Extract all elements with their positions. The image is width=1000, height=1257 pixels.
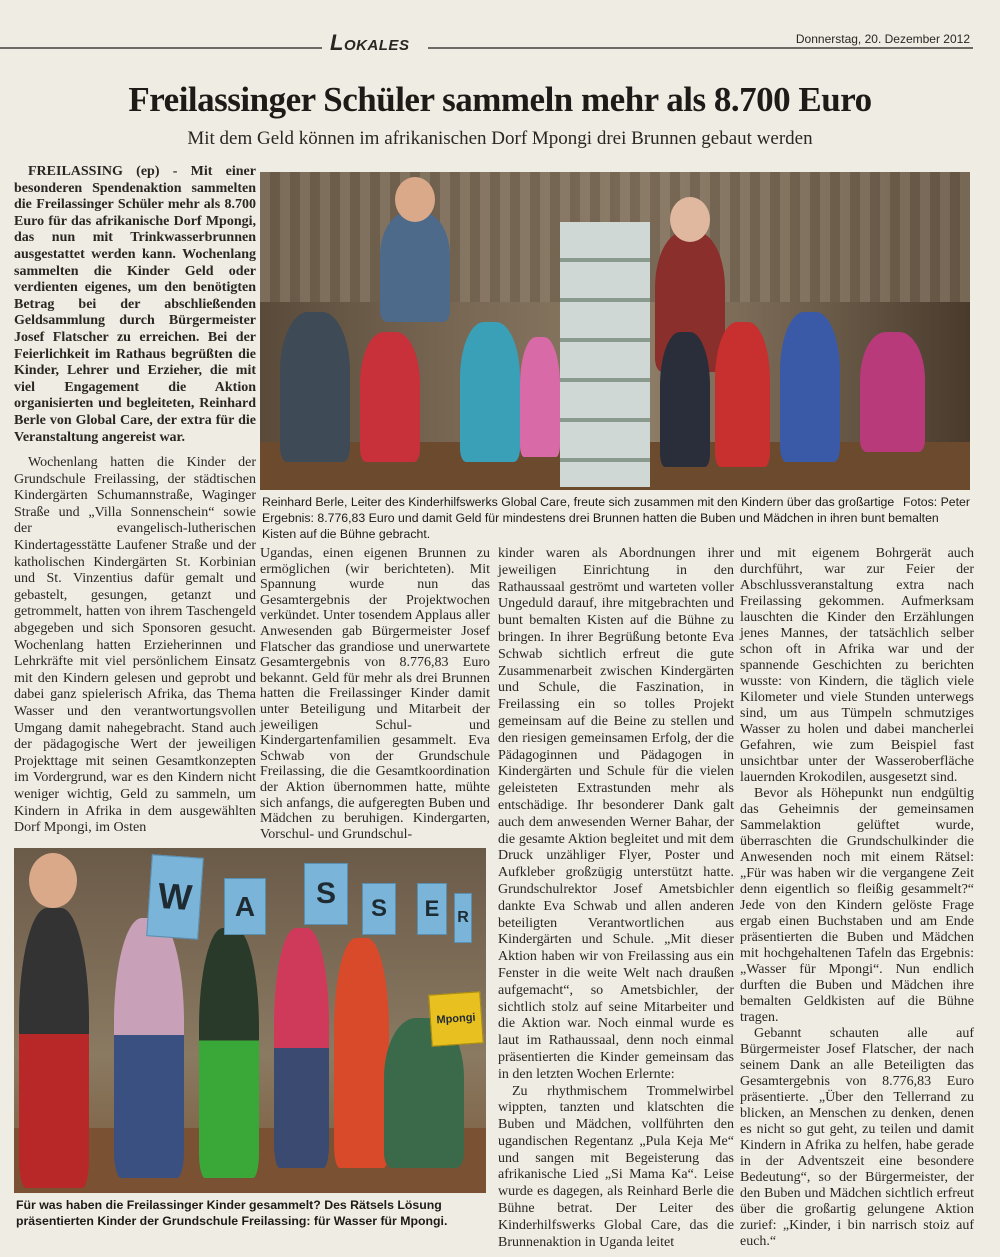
child	[199, 928, 259, 1178]
photo-children-with-money-boxes	[260, 172, 970, 490]
letter-card: E	[417, 883, 447, 935]
letter-card: S	[304, 863, 348, 925]
paragraph: Ugandas, einen eigenen Brunnen zu ermöglichen (wir berichteten). Mit Spannung wurde nun das Gesamtergebnis der Projektwochen verkündet. Unter tosendem Applaus aller Anwesenden gab Bürgermeister Josef Flatscher das grandiose und unerwartete Gesamtergebnis von 8.776,83 Euro bekannt. Geld für mehr als drei Brunnen hatten die Freilassinger Kinder damit unter Beteiligung und Mitarbeit der jeweiligen Schul- und Kindergartenfamilien gesammelt. Eva Schwab von der Grundschule Freilassing, die die Gesamtkoordination der Aktion übernommen hatte, mühte sich anfangs, die aufgeregten Buben und Mädchen zu beruhigen. Kindergarten, Vorschul- und Grundschul-	[260, 546, 490, 842]
person-head	[395, 177, 435, 222]
person-head	[670, 197, 710, 242]
photo-wasser-cards	[14, 848, 486, 1193]
child	[360, 332, 420, 462]
letter-card: W	[146, 854, 204, 939]
child	[334, 938, 389, 1168]
paragraph: Bevor als Höhepunkt nun endgültig das Geheimnis der gemeinsamen Sammelaktion gelüftet wurde, überraschten die Grundschulkinder die Anwesenden noch mit einem Rätsel: „Für was haben wir die vergangene Zeit denn eigentlich so fleißig gesammelt?“ Jede von den Kindern gelöste Frage ergab einen Buchstaben und am Ende präsentierten die Buben und Mädchen mit hochgehaltenen Tafeln das Ergebnis: „Wasser für Mpongi“. Nun endlich durften die Buben und Mädchen ihre bemalten Geldkisten auf die Bühne tragen.	[740, 786, 974, 1025]
section-label: Lokales	[330, 30, 410, 55]
mpongi-sign: Mpongi	[428, 991, 484, 1047]
header-rule-left	[0, 47, 322, 49]
child	[280, 312, 350, 462]
child	[19, 908, 89, 1188]
photo2-caption: Für was haben die Freilassinger Kinder gesammelt? Des Rätsels Lösung präsentierten Kinder der Grundschule Freilassing: für Wasser für Mpongi.	[16, 1198, 448, 1228]
person	[380, 212, 450, 322]
child	[860, 332, 925, 452]
column-2-body	[260, 546, 490, 842]
stacked-money-boxes	[560, 222, 650, 487]
issue-date: Donnerstag, 20. Dezember 2012	[795, 32, 970, 46]
column-1-body	[14, 164, 256, 837]
headline: Freilassinger Schüler sammeln mehr als 8.700 Euro	[128, 80, 872, 119]
child	[460, 322, 520, 462]
column-4-body	[740, 546, 974, 1250]
lead-text: FREILASSING (ep) - Mit einer besonderen Spendenaktion sammelten die Freilassinger Schüler mehr als 8.700 Euro für das afrikanische Dorf Mpongi, das nun mit Trinkwasserbrunnen ausgestattet werden kann. Wochenlang sammelten die Kinder Geld oder verdienten eigenes, um den benötigten Betrag bei der abschließenden Geldsammlung durch Bürgermeister Josef Flatscher zu erreichen. Bei der Feierlichkeit im Rathaus begrüßten die Kinder, Lehrer und Erzieher, die mit viel Engagement die Aktion organisierten und begleiteten, Reinhard Berle von Global Care, der extra für die Veranstaltung angereist war.	[14, 164, 256, 445]
child-head	[29, 853, 77, 908]
child	[114, 918, 184, 1178]
child	[715, 322, 770, 467]
subheadline: Mit dem Geld können im afrikanischen Dorf Mpongi drei Brunnen gebaut werden	[187, 128, 813, 149]
photo1-caption	[262, 494, 970, 542]
paragraph: Wochenlang hatten die Kinder der Grundschule Freilassing, der städtischen Kindergärten Schumannstraße, Waginger Straße und „Villa Sonnenschein“ sowie der evangelisch-lutherischen Kindertagesstätte Laufener Straße und der katholischen Kindergärten St. Korbinian und St. Vinzentius dafür gemalt und gebastelt, gesungen, getanzt und getrommelt, hatten von ihrem Taschengeld abgegeben und sich Sponsoren gesucht. Wochenlang hatten Erzieherinnen und Lehrkräfte mit viel persönlichem Einsatz mit den Kindern gelesen und geprobt und dabei ganz spielerisch Afrika, das Thema Wasser und den verantwortungsvollen Umgang damit nahegebracht. Stand auch der pädagogische Wert der jeweiligen Projekttage mit seinen Gesamtkonzepten im Vordergrund, war es den Kindern nicht weniger wichtig, Geld zu sammeln, um Kindern in Afrika in dem ausgewählten Dorf Mpongi, im Osten	[14, 455, 256, 836]
child	[520, 337, 560, 457]
column-3-body	[498, 546, 734, 1251]
letter-card: A	[224, 878, 266, 935]
paragraph: kinder waren als Abordnungen ihrer jeweiligen Einrichtung in den Rathaussaal geströmt und warteten voller Ungeduld darauf, ihre mitgebrachten und bunt bemalten Kisten auf die Bühne zu bringen. In ihrer Begrüßung betonte Eva Schwab sichtlich erfreut die gute Zusammenarbeit zwischen Kindergärten und Schule, die Faszination, in Freilassing ein so tolles Projekt gemeinsam auf die Beine zu stellen und den riesigen gemeinsamen Erfolg, der die Pädagoginnen und Pädagogen in Kindergärten und Schule für die vielen geleisteten Extrastunden mehr als entschädige. Ihr besonderer Dank galt auch dem anwesenden Werner Bahar, der die gesamte Aktion begleitet und mit dem Druck unzähliger Flyer, Poster und Aufkleber großzügig unterstützt hatte. Grundschulrektor Josef Ametsbichler dankte Eva Schwab und allen anderen beteiligten Verantwortlichen aus Kindergärten und Schule. „Mit dieser Aktion haben wir von Freilassing aus ein Fenster in die weite Welt nach draußen aufgemacht“, so Ametsbichler, der sichtlich stolz auf seine Mitarbeiter und die Aktion war. Noch einmal wurde es laut im Rathaussaal, denn noch einmal präsentierten die Kinder gemeinsam das in den letzten Wochen Erlernte:	[498, 546, 734, 1082]
letter-card: R	[454, 893, 472, 943]
paragraph: und mit eigenem Bohrgerät auch durchführt, war zur Feier der Abschlussveranstaltung extra nach Freilassing gekommen. Aufmerksam lauschten die Kinder den Erzählungen jenes Mannes, der tatsächlich selber schon oft in Afrika war und der spannende Geschichten zu berichten wusste: von Kindern, die täglich viele Kilometer und viele Stunden unterwegs sind, um aus Tümpeln schmutziges Wasser zu holen und dabei mancherlei Gefahren, wie zum Beispiel fast unsichtbar unter der Wasseroberfläche lauernden Krokodilen, ausgesetzt sind.	[740, 546, 974, 785]
paragraph: Zu rhythmischem Trommelwirbel wippten, tanzten und klatschten die Buben und Mädchen, vollführten den ugandischen Regentanz „Pula Keja Me“ und sangen mit Begeisterung das afrikanische Lied „Si Mama Ka“. Leise wurde es dagegen, als Reinhard Berle die Bühne betrat. Der Leiter des Kinderhilfswerks Global Care, das die Brunnenaktion in Uganda leitet	[498, 1083, 734, 1250]
letter-card: S	[362, 883, 396, 935]
photo-credit: Fotos: Peter	[903, 495, 970, 509]
child	[660, 332, 710, 467]
header-rule-right	[428, 47, 973, 49]
child	[274, 928, 329, 1168]
caption-text: Reinhard Berle, Leiter des Kinderhilfswerks Global Care, freute sich zusammen mit den Kindern über das großartige Ergebnis: 8.776,83 Euro und damit Geld für mindestens drei Brunnen hatten die Buben und Mädchen in ihren bunt bemalten Kisten auf die Bühne gebracht.	[262, 495, 939, 541]
child	[780, 312, 840, 462]
paragraph: Gebannt schauten alle auf Bürgermeister Josef Flatscher, der nach seinem Dank an alle Beteiligten das Gesamtergebnis von 8.776,83 Euro präsentierte. „Über den Tellerrand zu blicken, an Menschen zu denken, denen es nicht so gut geht, zu teilen und damit Kindern in Afrika zu helfen, habe gerade in der Adventszeit eine besondere Bedeutung“, so der Bürgermeister, der den Buben und Mädchen sichtlich erfreut über die großartig gelungene Aktion zurief: „Kinder, i bin narrisch stoiz auf euch.“	[740, 1026, 974, 1249]
